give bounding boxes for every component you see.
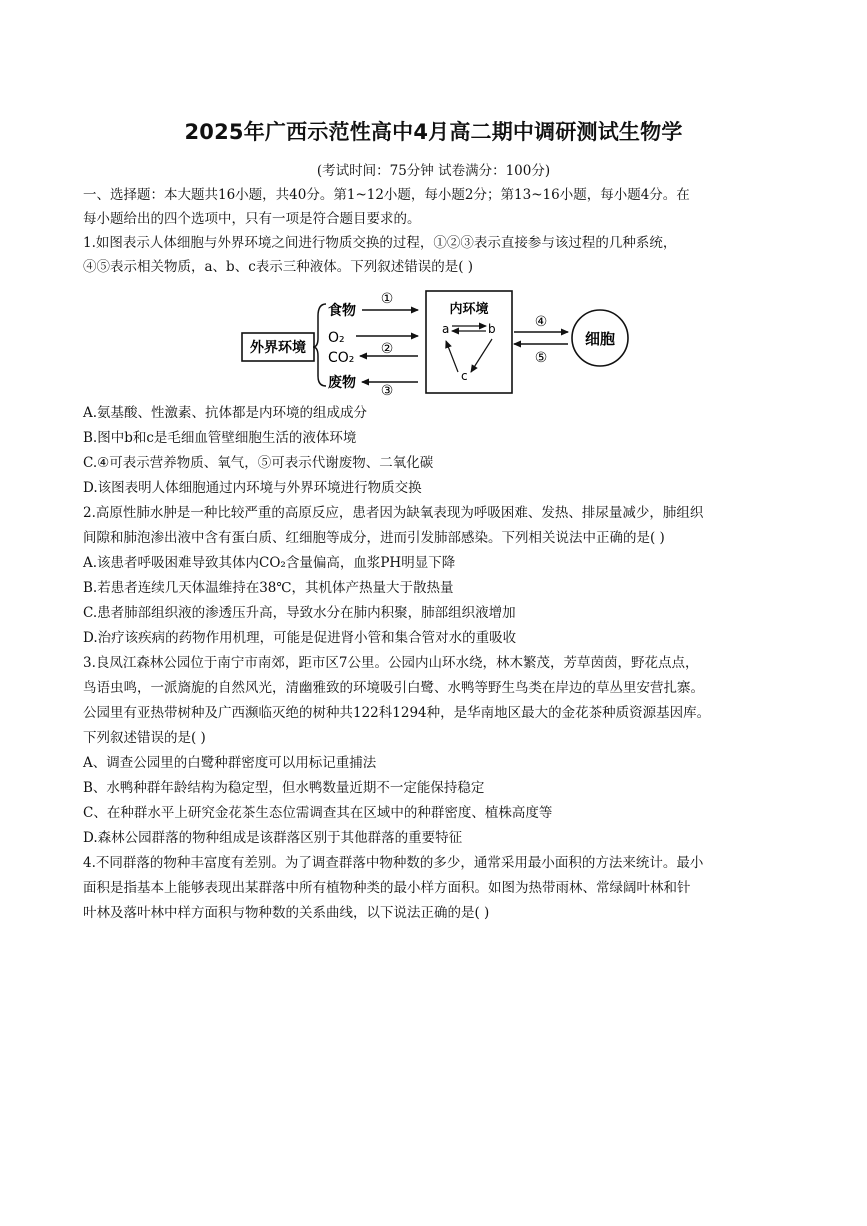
section-instruction-line: 一、选择题：本大题共16小题，共40分。第1~12小题，每小题2分；第13~16小题，每小题4分。在 xyxy=(83,187,690,203)
q3-option-b: B、水鸭种群年龄结构为稳定型，但水鸭数量近期不一定能保持稳定 xyxy=(83,780,485,796)
system-1-label: ① xyxy=(380,291,394,307)
q1-option-b: B.图中b和c是毛细血管壁细胞生活的液体环境 xyxy=(83,430,357,446)
brace xyxy=(313,304,326,386)
q3-option-c: C、在种群水平上研究金花茶生态位需调查其在区域中的种群密度、植株高度等 xyxy=(83,805,553,821)
system-2-label: ② xyxy=(380,341,394,357)
exam-title: 2025年广西示范性高中4月高二期中调研测试生物学 xyxy=(184,120,683,144)
food-label: 食物 xyxy=(328,303,356,319)
q2-stem-line: 间隙和肺泡渗出液中含有蛋白质、红细胞等成分，进而引发肺部感染。下列相关说法中正确的是( ) xyxy=(83,530,665,546)
q2-option-d: D.治疗该疾病的药物作用机理，可能是促进肾小管和集合管对水的重吸收 xyxy=(83,630,517,646)
q3-option-a: A、调查公园里的白鹭种群密度可以用标记重捕法 xyxy=(83,755,377,771)
q4-stem-line: 叶林及落叶林中样方面积与物种数的关系曲线，以下说法正确的是( ) xyxy=(83,905,490,921)
q3-stem-line: 下列叙述错误的是( ) xyxy=(83,730,206,746)
q1-stem-line: ④⑤表示相关物质，a、b、c表示三种液体。下列叙述错误的是( ) xyxy=(83,259,474,275)
q2-option-b: B.若患者连续几天体温维持在38℃，其机体产热量大于散热量 xyxy=(83,580,454,596)
external-env-label: 外界环境 xyxy=(250,340,306,356)
q3-option-d: D.森林公园群落的物种组成是该群落区别于其他群落的重要特征 xyxy=(83,830,463,846)
q3-stem-line: 3.良凤江森林公园位于南宁市南郊，距市区7公里。公园内山环水绕，林木繁茂，芳草茵茵，野花点点， xyxy=(83,655,699,671)
q3-stem-line: 鸟语虫鸣，一派旖旎的自然风光，清幽雅致的环境吸引白鹭、水鸭等野生鸟类在岸边的草丛里安营扎寨。 xyxy=(83,680,704,696)
co2-label: CO₂ xyxy=(328,350,355,366)
substance-4-label: ④ xyxy=(534,314,548,330)
inner-env-label: 内环境 xyxy=(449,302,489,317)
system-3-label: ③ xyxy=(380,383,394,398)
q1-stem-line: 1.如图表示人体细胞与外界环境之间进行物质交换的过程，①②③表示直接参与该过程的几种系统， xyxy=(83,235,677,251)
waste-label: 废物 xyxy=(328,375,356,391)
fluid-a-label: a xyxy=(442,322,450,336)
q2-option-c: C.患者肺部组织液的渗透压升高，导致水分在肺内积聚，肺部组织液增加 xyxy=(83,605,516,621)
q4-stem-line: 面积是指基本上能够表现出某群落中所有植物种类的最小样方面积。如图为热带雨林、常绿阔叶林和针 xyxy=(83,880,691,896)
fluid-b-label: b xyxy=(488,322,496,336)
exam-subtitle: (考试时间：75分钟 试卷满分：100分) xyxy=(316,163,551,179)
q2-stem-line: 2.高原性肺水肿是一种比较严重的高原反应，患者因为缺氧表现为呼吸困难、发热、排尿量减少，肺组织 xyxy=(83,505,704,521)
q2-option-a: A.该患者呼吸困难导致其体内CO₂含量偏高，血浆PH明显下降 xyxy=(83,555,456,571)
section-instruction-line: 每小题给出的四个选项中，只有一项是符合题目要求的。 xyxy=(83,211,421,227)
q4-stem-line: 4.不同群落的物种丰富度有差别。为了调查群落中物种数的多少，通常采用最小面积的方法来统计。最小 xyxy=(83,855,704,871)
q3-stem-line: 公园里有亚热带树种及广西濒临灭绝的树种共122科1294种，是华南地区最大的金花茶种质资源基因库。 xyxy=(83,705,711,721)
q1-option-c: C.④可表示营养物质、氧气，⑤可表示代谢废物、二氧化碳 xyxy=(83,455,434,471)
q1-option-d: D.该图表明人体细胞通过内环境与外界环境进行物质交换 xyxy=(83,480,422,496)
q1-option-a: A.氨基酸、性激素、抗体都是内环境的组成成分 xyxy=(83,405,368,421)
cell-label: 细胞 xyxy=(584,330,616,348)
q1-exchange-diagram xyxy=(230,286,640,398)
fluid-c-label: c xyxy=(461,369,468,383)
substance-5-label: ⑤ xyxy=(534,350,548,366)
o2-label: O₂ xyxy=(328,330,345,346)
